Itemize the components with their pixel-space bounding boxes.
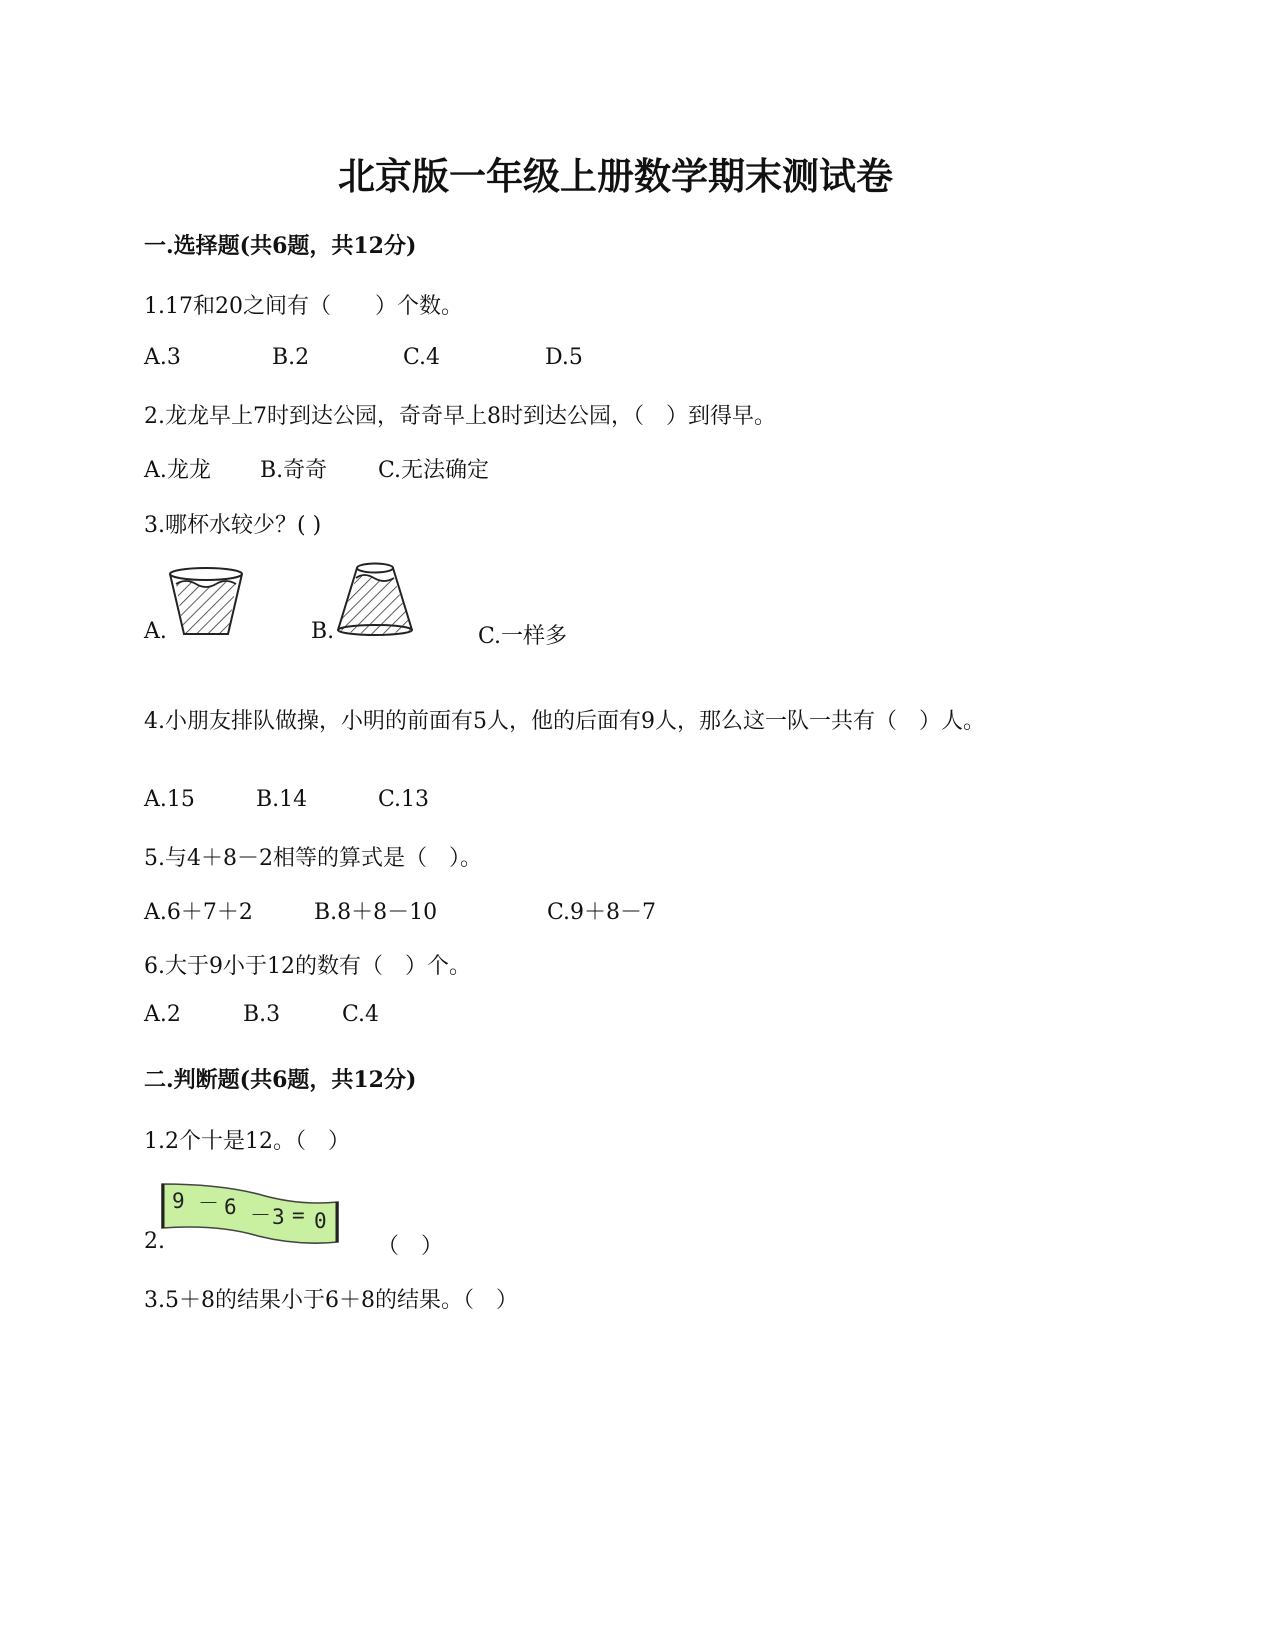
question-6-text: 6.大于9小于12的数有（ ）个。	[144, 954, 471, 979]
question-4-text: 4.小朋友排队做操，小明的前面有5人，他的后面有9人，那么这一队一共有（ ）人。	[144, 709, 985, 734]
judge-2-blank: （ ）	[377, 1234, 444, 1259]
judge-2-label: 2.	[144, 1229, 165, 1254]
q1-option-d: D.5	[545, 345, 583, 370]
banner-char-equals: =	[292, 1203, 305, 1227]
banner-char-minus-1: －	[198, 1191, 219, 1215]
q3-option-b: B.	[311, 619, 335, 644]
equation-banner-image	[158, 1180, 342, 1248]
section-heading-choice: 一.选择题(共6题，共12分)	[144, 233, 417, 259]
judge-3-text: 3.5＋8的结果小于6＋8的结果。（ ）	[144, 1288, 518, 1313]
question-5-text: 5.与4＋8－2相等的算式是（ ）。	[144, 846, 482, 871]
q1-option-c: C.4	[403, 345, 441, 370]
cup-wide-top-image	[166, 562, 246, 638]
q3-option-c: C.一样多	[478, 624, 568, 649]
banner-char-minus-2: －	[250, 1203, 271, 1227]
q2-option-b: B.奇奇	[260, 458, 328, 483]
q2-option-a: A.龙龙	[144, 458, 211, 483]
banner-char-9: 9	[172, 1189, 185, 1213]
question-3-text: 3.哪杯水较少？( )	[144, 513, 322, 538]
question-2-text: 2.龙龙早上7时到达公园，奇奇早上8时到达公园，（ ）到得早。	[144, 404, 776, 429]
q1-option-a: A.3	[144, 345, 181, 370]
q5-option-b: B.8＋8－10	[314, 900, 438, 925]
q1-option-b: B.2	[272, 345, 310, 370]
q4-option-c: C.13	[378, 787, 430, 812]
question-1-text: 1.17和20之间有（ ）个数。	[144, 294, 463, 319]
q5-option-c: C.9＋8－7	[547, 900, 657, 925]
banner-char-3: 3	[272, 1205, 285, 1229]
q4-option-b: B.14	[256, 787, 308, 812]
q6-option-b: B.3	[243, 1002, 281, 1027]
q4-option-a: A.15	[144, 787, 195, 812]
q2-option-c: C.无法确定	[378, 458, 490, 483]
banner-char-6: 6	[224, 1195, 237, 1219]
q5-option-a: A.6＋7＋2	[144, 900, 253, 925]
section-heading-judgement: 二.判断题(共6题，共12分)	[144, 1067, 417, 1093]
q6-option-a: A.2	[144, 1002, 181, 1027]
cup-narrow-top-image	[334, 558, 416, 638]
q3-option-a: A.	[144, 619, 167, 644]
page-title: 北京版一年级上册数学期末测试卷	[338, 154, 893, 198]
banner-char-0: 0	[314, 1209, 327, 1233]
q6-option-c: C.4	[342, 1002, 380, 1027]
judge-1-text: 1.2个十是12。（ ）	[144, 1129, 350, 1154]
